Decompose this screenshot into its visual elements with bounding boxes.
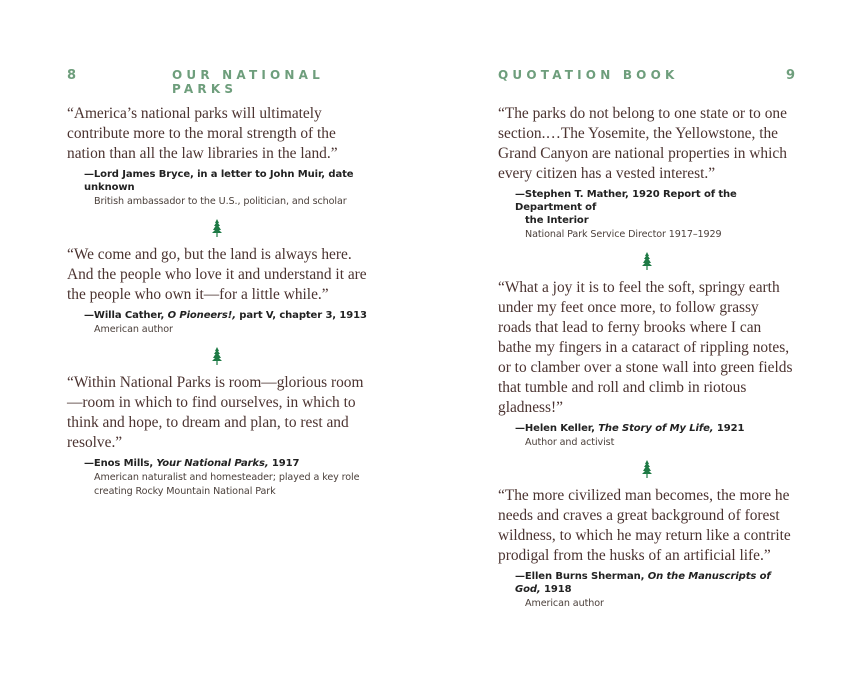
right-page [498,0,795,700]
quote-block [67,245,367,337]
quote-attribution: —Stephen T. Mather, 1920 Report of the Department of the Interior [515,189,737,226]
quote-attribution: —Helen Keller, The Story of My Life, 1921 [515,423,745,434]
author-description: American naturalist and homesteader; played a key role creating Rocky Mountain National Park [94,472,360,497]
quote-list [67,104,367,499]
quote-attribution: —Enos Mills, Your National Parks, 1917 [84,458,300,469]
quote-block [67,104,367,209]
quote-text: “America’s national parks will ultimately contribute more to the moral strength of the nation than all the law libraries in the land.” [67,105,338,162]
running-head-title: OUR NATIONAL PARKS [172,68,324,96]
pine-tree-icon [211,347,223,365]
pine-tree-icon [211,219,223,237]
quote-attribution: —Ellen Burns Sherman, On the Manuscripts of God, 1918 [515,571,771,595]
quote-text: “What a joy it is to feel the soft, springy earth under my feet once more, to follow grassy roads that lead to ferny brooks where I can bathe my fingers in a cataract of rippling notes, or to clamber over a stone wall into green fields that tumble and roll and climb in riotous gladness!” [498,279,793,416]
running-head [498,68,795,86]
quote-attribution: —Willa Cather, O Pioneers!, part V, chapter 3, 1913 [84,310,367,321]
quote-text: “Within National Parks is room—glorious room—room in which to find ourselves, in which to think and hope, to dream and plan, to rest and resolve.” [67,374,364,451]
quote-block [498,278,795,450]
quote-block [498,104,795,242]
author-description: British ambassador to the U.S., politician, and scholar [94,196,347,207]
pine-tree-icon [641,252,653,270]
left-page [67,0,367,700]
running-head [67,68,367,96]
quote-text: “We come and go, but the land is always here. And the people who love it and understand it are the people who own it—for a little while.” [67,246,367,303]
pine-tree-icon [641,460,653,478]
quote-text: “The more civilized man becomes, the more he needs and craves a great background of forest wildness, to which he may return like a contrite prodigal from the husks of an artificial life.” [498,487,791,564]
page-number: 8 [67,68,77,83]
quote-list [498,104,795,611]
author-description: National Park Service Director 1917–1929 [525,229,722,240]
quote-attribution: —Lord James Bryce, in a letter to John Muir, date unknown [84,169,354,193]
quote-block [67,373,367,499]
page-number: 9 [785,68,795,83]
author-description: Author and activist [525,437,615,448]
quote-block [498,486,795,611]
author-description: American author [525,598,604,609]
quote-text: “The parks do not belong to one state or to one section.…The Yosemite, the Yellowstone, the Grand Canyon are national properties in which every citizen has a vested interest.” [498,105,787,182]
running-head-title: QUOTATION BOOK [498,68,679,82]
author-description: American author [94,324,173,335]
